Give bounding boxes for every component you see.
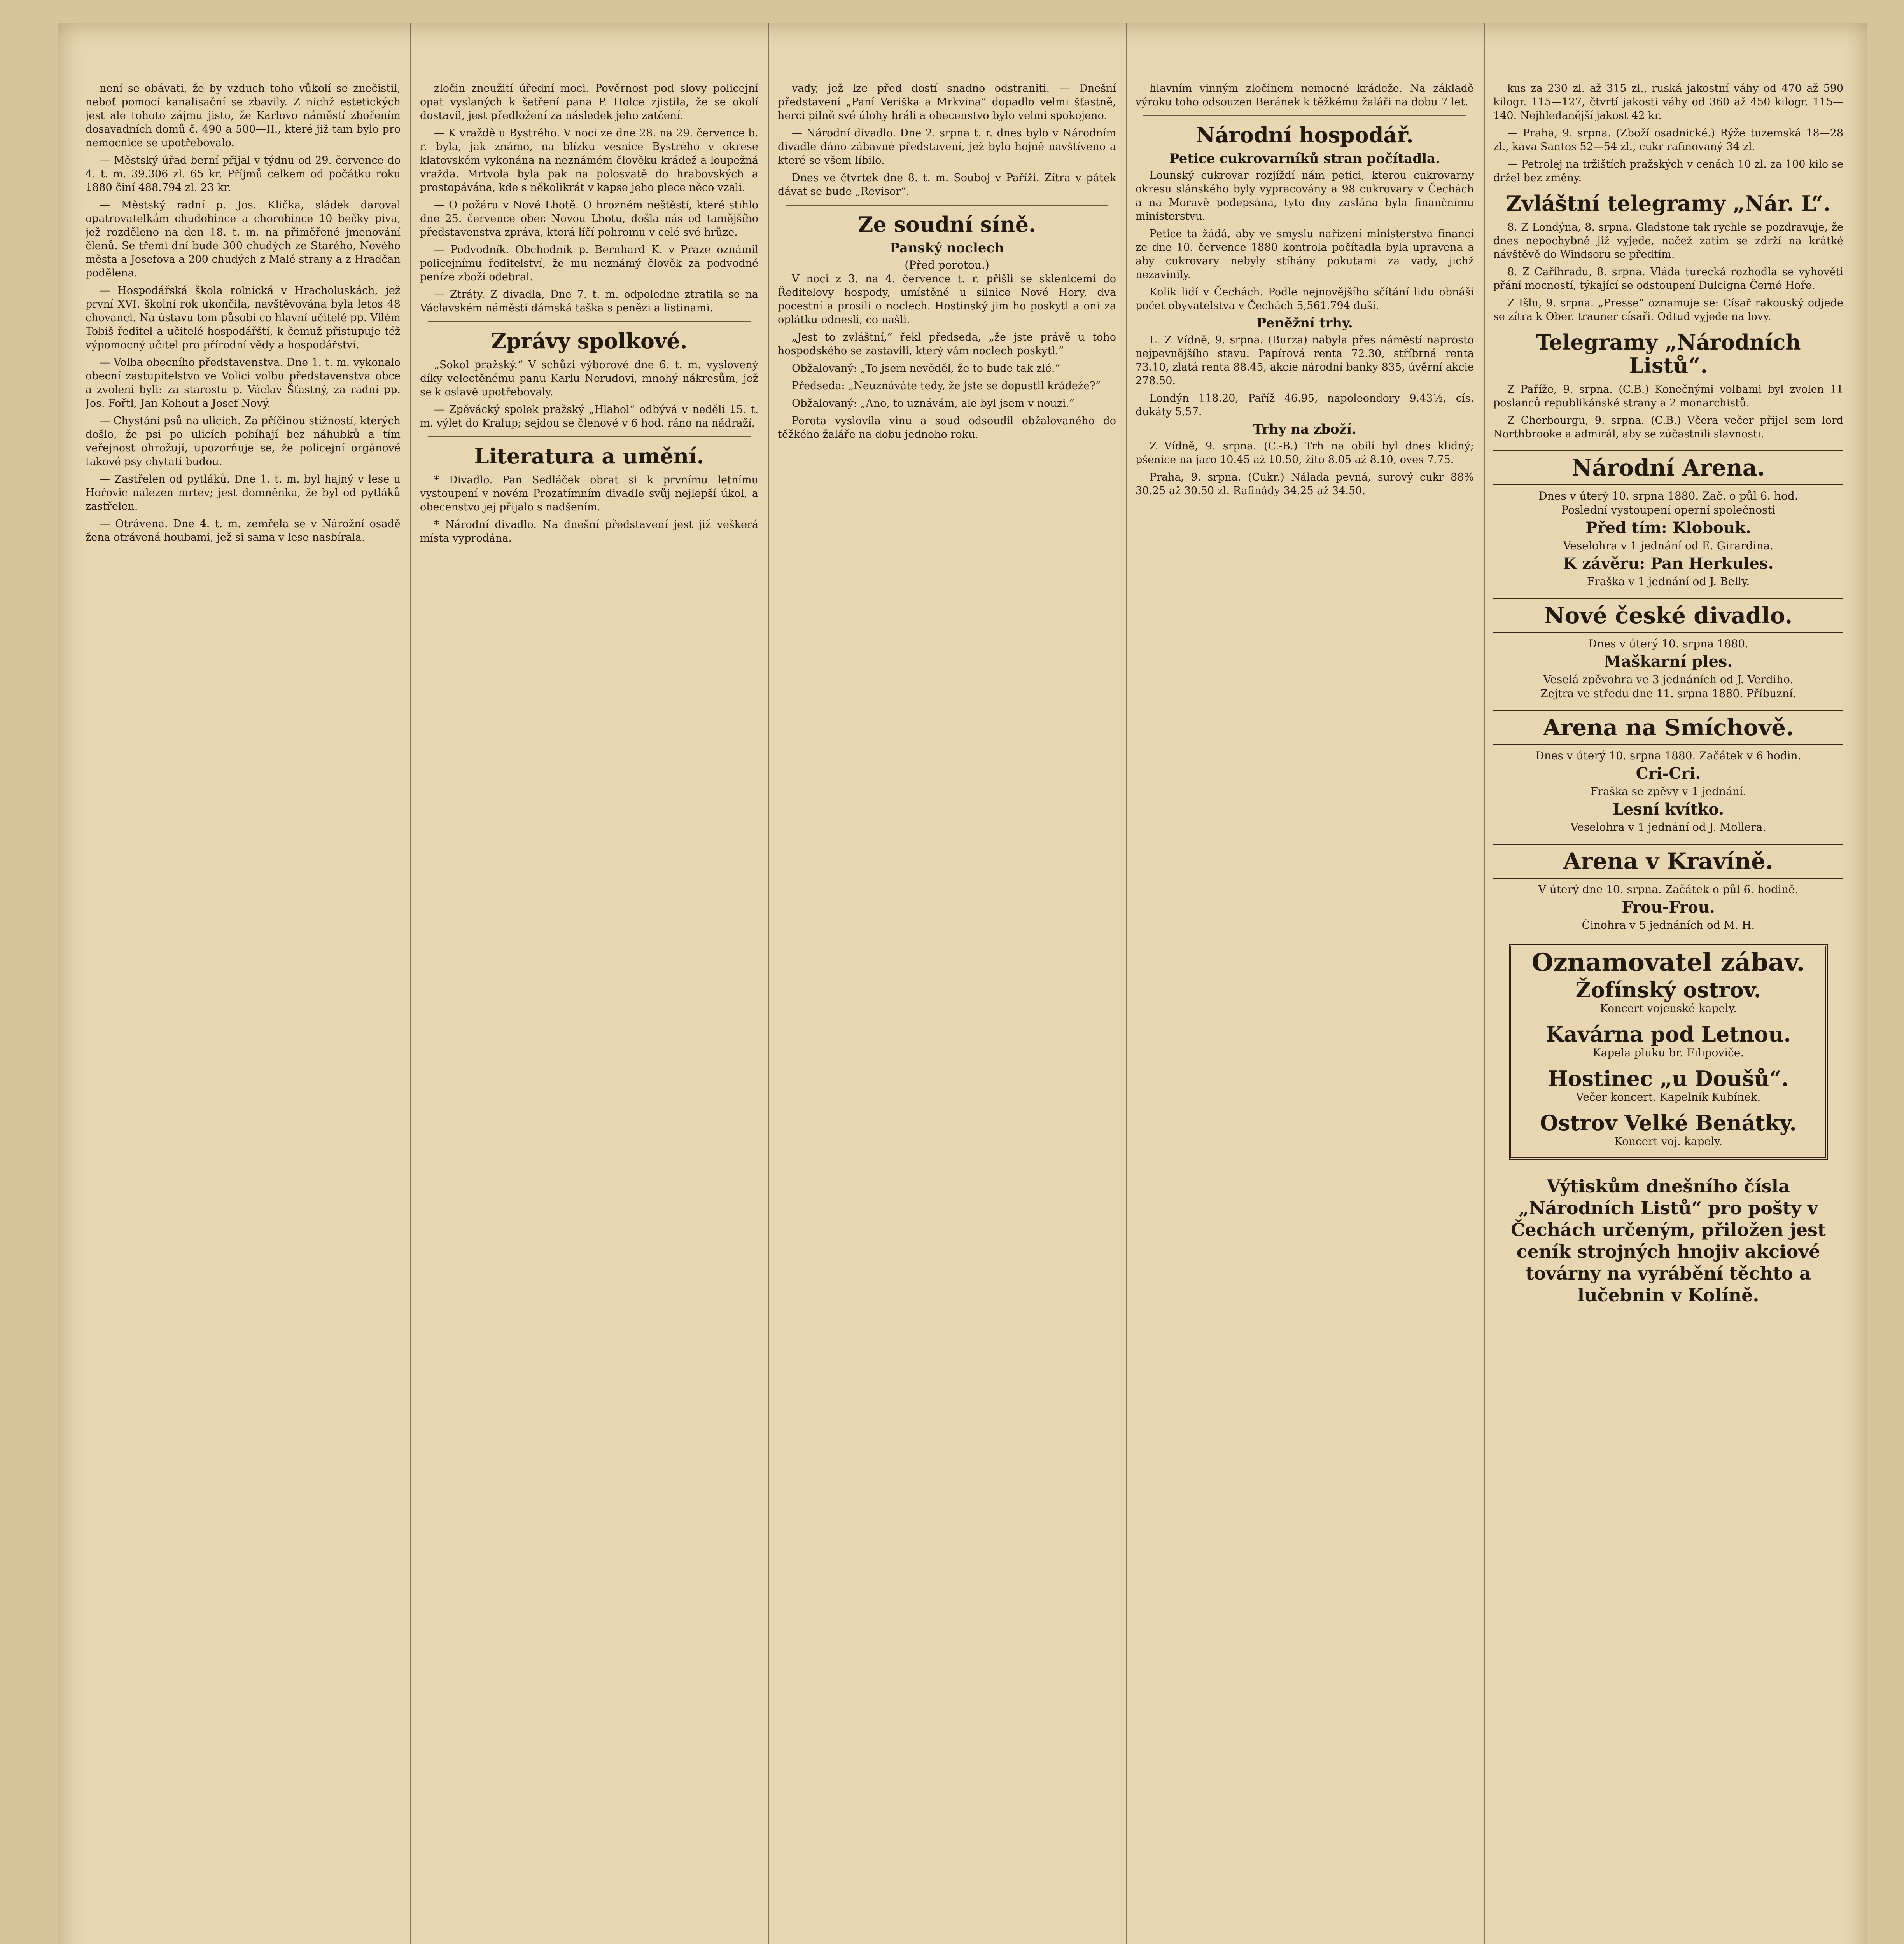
ad-box-title: Oznamovatel zábav. xyxy=(1531,948,1805,977)
article-paragraph: — Zpěvácký spolek pražský „Hlahol“ odbývá v neděli 15. t. m. výlet do Kralup; sejdou se členové v 6 hod. ráno na nádraží. xyxy=(420,404,758,429)
section-heading-trhy-na-zbozi: Trhy na zboží. xyxy=(1253,421,1356,437)
theatre-play-title: Lesní kvítko. xyxy=(1612,800,1724,818)
article-paragraph: — Petrolej na tržištích pražských v cenách 10 zl. za 100 kilo se držel bez změny. xyxy=(1493,158,1843,184)
section-divider xyxy=(786,205,1108,206)
theatre-line: Veselá zpěvohra ve 3 jednáních od J. Verdiho. xyxy=(1543,673,1794,686)
article-paragraph: Londýn 118.20, Paříž 46.95, napoleondory 9.43½, cís. dukáty 5.57. xyxy=(1136,392,1474,418)
article-paragraph: — Praha, 9. srpna. (Zboží osadnické.) Rýže tuzemská 18—28 zl., káva Santos 52—54 zl., cukr rafinovaný 34 zl. xyxy=(1493,127,1843,153)
section-divider xyxy=(1143,115,1466,116)
ad-note: Večer koncert. Kapelník Kubínek. xyxy=(1576,1091,1761,1103)
article-paragraph: Obžalovaný: „Ano, to uznávám, ale byl jsem v nouzi.“ xyxy=(792,397,1075,409)
column-divider xyxy=(768,23,769,1944)
article-paragraph: Předseda: „Neuznáváte tedy, že jste se dopustil krádeže?“ xyxy=(792,380,1101,392)
theatre-line: Zejtra ve středu dne 11. srpna 1880. Příbuzní. xyxy=(1540,687,1796,700)
theatre-play-title: Frou-Frou. xyxy=(1622,898,1715,916)
section-heading-narodni-hospodar: Národní hospodář. xyxy=(1196,122,1414,147)
article-note: (Před porotou.) xyxy=(905,259,989,271)
article-paragraph: „Sokol pražský.“ V schůzi výborové dne 6. t. m. vyslovený díky velectěnému panu Karlu Nerudovi, mnohý nákresům, jež se k oslavě upotřebovaly. xyxy=(420,359,758,398)
theatre-play-title: Cri-Cri. xyxy=(1636,764,1701,783)
section-heading-zvlastni-telegramy: Zvláštní telegramy „Nár. L“. xyxy=(1506,191,1831,216)
article-paragraph: 8. Z Londýna, 8. srpna. Gladstone tak rychle se pozdravuje, že dnes nepochybně již vyjede, načež zatím se zdrží na krátké návštěvě do Windsoru se předtím. xyxy=(1493,221,1843,260)
theatre-heading-arena-smichov: Arena na Smíchově. xyxy=(1493,710,1843,745)
theatre-line: Činohra v 5 jednáních od M. H. xyxy=(1582,919,1755,932)
article-paragraph: Praha, 9. srpna. (Cukr.) Nálada pevná, surový cukr 88% 30.25 až 30.50 zl. Rafinády 34.25 až 34.50. xyxy=(1136,471,1474,497)
ad-venue: Kavárna pod Letnou. xyxy=(1545,1022,1791,1047)
section-heading-telegramy-nl: Telegramy „Národních Listů“. xyxy=(1536,330,1801,378)
article-paragraph: Dnes ve čtvrtek dne 8. t. m. Souboj v Paříži. Zítra v pátek dávat se bude „Revisor“. xyxy=(778,172,1116,198)
article-paragraph: * Národní divadlo. Na dnešní představení jest již veškerá místa vyprodána. xyxy=(420,519,758,544)
ad-venue: Žofínský ostrov. xyxy=(1575,977,1761,1002)
article-paragraph: — Hospodářská škola rolnická v Hracholuskách, jež první XVI. školní rok ukončila, navštěvována byla letos 48 chovanci. Na ústavu tom působí co hlavní učitelé pp. Vilém Tobiš ředitel a učitelé hospodářští, k čemuž přistupuje též výpomocný učitel pro přírodní vědy a hospodářství. xyxy=(86,285,401,351)
theatre-play-title: Maškarní ples. xyxy=(1604,652,1733,671)
column-divider xyxy=(1126,23,1127,1944)
column-5 xyxy=(1493,82,1843,1944)
column-divider xyxy=(1484,23,1485,1944)
section-heading-penezni-trhy: Peněžní trhy. xyxy=(1256,315,1353,331)
theatre-line: Veselohra v 1 jednání od J. Mollera. xyxy=(1570,821,1766,834)
ad-venue: Ostrov Velké Benátky. xyxy=(1540,1110,1797,1135)
theatre-line: V úterý dne 10. srpna. Začátek o půl 6. hodině. xyxy=(1538,883,1799,896)
article-paragraph: — Otrávena. Dne 4. t. m. zemřela se v Nárožní osadě žena otrávená houbami, jež si sama v lese nasbírala. xyxy=(86,518,401,544)
article-paragraph: Z Išlu, 9. srpna. „Presse“ oznamuje se: Císař rakouský odjede se zítra k Ober. trauner císaři. Odtud vyjede na lovy. xyxy=(1493,297,1843,323)
entertainment-ad-box xyxy=(1509,944,1828,1160)
article-paragraph: — Volba obecního představenstva. Dne 1. t. m. vykonalo obecní zastupitelstvo ve Volici volbu představenstva obce a zvoleni byli: za starostu p. Václav Šťastný, za radní pp. Jos. Fořtl, Jan Kohout a Josef Nový. xyxy=(86,357,401,409)
article-paragraph: — Podvodník. Obchodník p. Bernhard K. v Praze oznámil policejnímu ředitelství, že mu neznámý člověk za podvodné peníze zboží odebral. xyxy=(420,244,758,283)
theatre-line: Dnes v úterý 10. srpna 1880. Začátek v 6 hodin. xyxy=(1535,749,1801,762)
theatre-heading-narodni-arena: Národní Arena. xyxy=(1493,450,1843,485)
article-paragraph: — Zastřelen od pytláků. Dne 1. t. m. byl hajný v lese u Hořovic nalezen mrtev; jest domněnka, že byl od pytláků zastřelen. xyxy=(86,473,401,512)
article-paragraph: není se obávati, že by vzduch toho vůkolí se znečistil, neboť pomocí kanalisační se zbavily. Z nichž estetických jest ale tohoto zájmu jisto, že Karlovo náměstí zbořením dosavadních domů č. 490 a 500—II., které již tam bylo pro nemocnice se upotřebovalo. xyxy=(86,82,401,149)
article-paragraph: Lounský cukrovar rozjíždí nám petici, kterou cukrovarny okresu slánského byly vypracovány a 98 cukrovary v Čechách a na Moravě podepsána, tyto dny zaslána byla finančnímu ministerstvu. xyxy=(1136,170,1474,222)
theatre-line: Poslední vystoupení operní společnosti xyxy=(1561,503,1776,516)
section-heading-zpravy-spolkove: Zprávy spolkové. xyxy=(491,329,688,353)
theatre-line: Fraška se zpěvy v 1 jednání. xyxy=(1590,785,1746,798)
article-paragraph: — Chystání psů na ulicích. Za příčinou stížností, kterých došlo, že psi po ulicích pobíhají bez náhubků a tím veřejnost ohrožují, upozorňuje se, že policejní orgánové takové psy chytati budou. xyxy=(86,415,401,468)
article-paragraph: — Městský radní p. Jos. Klička, sládek daroval opatrovatelkám chudobince a chorobince 10 bečky piva, jež rozděleno na den 18. t. m. na přiměřené jmenování členů. Se třemi dní bude 300 chudých ze Starého, Nového města a Josefova a 200 chudých z Malé strany a z Hradčan podělena. xyxy=(86,199,401,279)
article-paragraph: Petice ta žádá, aby ve smyslu nařízení ministerstva financí ze dne 10. července 1880 kontrola počítadla byla upravena a aby cukrovary nebyly stíhány pokutami za vady, jichž nezavinily. xyxy=(1136,228,1474,281)
article-paragraph: — O požáru v Nové Lhotě. O hrozném neštěstí, které stihlo dne 25. července obec Novou Lhotu, došla nás od tamějšího představenstva zpráva, která líčí pohromu v celé své hrůze. xyxy=(420,199,758,238)
theatre-line: Veselohra v 1 jednání od E. Girardina. xyxy=(1563,539,1774,552)
section-heading-soudni-sin: Ze soudní síně. xyxy=(858,212,1036,237)
article-paragraph: — K vraždě u Bystrého. V noci ze dne 28. na 29. července b. r. byla, jak známo, na blízku vesnice Bystrého v okrese klatovském vykonána na neznámém člověku krádež a loupežná vražda. Mrtvola byla pak na polosvatě do hrabovských a prostopávána, kde s několikrát v kapse jeho plece něco vzali. xyxy=(420,127,758,194)
ad-venue: Hostinec „u Doušů“. xyxy=(1548,1066,1789,1091)
article-paragraph: „Jest to zvláštní,“ řekl předseda, „že jste právě u toho hospodského se zastavili, který vám noclech poskytl.“ xyxy=(778,331,1116,357)
theatre-line: Fraška v 1 jednání od J. Belly. xyxy=(1587,575,1750,588)
article-paragraph: — Městský úřad berní přijal v týdnu od 29. července do 4. t. m. 39.306 zl. 65 kr. Příjmů celkem od počátku roku 1880 činí 488.794 zl. 23 kr. xyxy=(86,154,401,194)
article-paragraph: Z Vídně, 9. srpna. (C.-B.) Trh na obilí byl dnes klidný; pšenice na jaro 10.45 až 10.50, žito 8.05 až 8.10, oves 7.75. xyxy=(1136,440,1474,466)
article-paragraph: Porota vyslovila vinu a soud odsoudil obžalovaného do těžkého žaláře na dobu jednoho roku. xyxy=(778,415,1116,441)
theatre-play-title: Před tím: Klobouk. xyxy=(1586,519,1751,537)
supplement-notice: Výtiskům dnešního čísla „Národních Listů“ pro pošty v Čechách určeným, přiložen jest ceník strojných hnojiv akciové továrny na vyrábění těchto a lučebnin v Kolíně. xyxy=(1510,1176,1826,1306)
article-paragraph: V noci z 3. na 4. července t. r. přišli se sklenicemi do Ředitelovy hospody, umístěné u silnice Nové Hory, dva pocestní a prosili o noclech. Hostinský jim ho poskytl a oni za oplátku odnesli, co našli. xyxy=(778,273,1116,326)
article-paragraph: 8. Z Cařihradu, 8. srpna. Vláda turecká rozhodla se vyhověti přání mocností, týkající se odstoupení Dulcigna Černé Hoře. xyxy=(1493,266,1843,292)
article-paragraph: Kolik lidí v Čechách. Podle nejnovějšího sčítání lidu obnáší počet obyvatelstva v Čechách 5,561.794 duší. xyxy=(1136,286,1474,312)
theatre-line: Dnes v úterý 10. srpna 1880. xyxy=(1588,637,1748,650)
article-paragraph: Z Paříže, 9. srpna. (C.B.) Konečnými volbami byl zvolen 11 poslanců republikánské strany a 2 monarchistů. xyxy=(1493,383,1843,409)
theatre-heading-arena-kravin: Arena v Kravíně. xyxy=(1493,844,1843,879)
article-paragraph: * Divadlo. Pan Sedláček obrat si k prvnímu letnímu vystoupení v novém Prozatímním divadle svůj nejlepší úkol, a obecenstvo jej přijalo s nadšením. xyxy=(420,474,758,513)
theatre-heading-nove-ceske-divadlo: Nové české divadlo. xyxy=(1493,598,1843,633)
article-paragraph: zločin zneužití úřední moci. Pověrnost pod slovy policejní opat vyslaných k šetření pana P. Holce zjistila, že se okolí dostavil, jest předložení za následek jeho zatčení. xyxy=(420,82,758,122)
section-divider xyxy=(428,321,751,322)
article-paragraph: Z Cherbourgu, 9. srpna. (C.B.) Včera večer přijel sem lord Northbrooke a admirál, aby se zúčastnili slavnosti. xyxy=(1493,414,1843,440)
column-2 xyxy=(420,82,758,1944)
article-paragraph: Obžalovaný: „To jsem nevěděl, že to bude tak zlé.“ xyxy=(792,362,1060,374)
article-title: Petice cukrovarníků stran počítadla. xyxy=(1169,151,1440,166)
article-paragraph: kus za 230 zl. až 315 zl., ruská jakostní váhy od 470 až 590 kilogr. 115—127, čtvrtí jakosti váhy od 360 až 450 kilogr. 115—140. Nejhledanější jakost 42 kr. xyxy=(1493,82,1843,122)
article-paragraph: hlavním vinným zločinem nemocné krádeže. Na základě výroku toho odsouzen Beránek k těžkému žaláři na dobu 7 let. xyxy=(1136,82,1474,108)
column-4 xyxy=(1136,82,1474,1944)
article-title: Panský noclech xyxy=(890,240,1004,256)
column-3 xyxy=(778,82,1116,1944)
ad-note: Kapela pluku br. Filipoviče. xyxy=(1592,1046,1744,1059)
column-1 xyxy=(86,82,401,1944)
column-divider xyxy=(410,23,411,1944)
ad-note: Koncert vojenské kapely. xyxy=(1600,1002,1737,1015)
ad-note: Koncert voj. kapely. xyxy=(1614,1135,1723,1148)
article-paragraph: L. Z Vídně, 9. srpna. (Burza) nabyla přes náměstí naprosto nejpevnějšího stavu. Papírová renta 72.30, stříbrná renta 73.10, zlatá renta 88.45, akcie národní banky 835, úvěrní akcie 278.50. xyxy=(1136,334,1474,387)
section-heading-literatura: Literatura a umění. xyxy=(474,444,704,469)
article-paragraph: vady, jež lze před dostí snadno odstraniti. — Dnešní představení „Paní Veriška a Mrkvina“ dopadlo velmi šťastně, herci pilně své úlohy hráli a obecenstvo bylo velmi spokojeno. xyxy=(778,82,1116,122)
theatre-line: Dnes v úterý 10. srpna 1880. Zač. o půl 6. hod. xyxy=(1538,489,1798,502)
article-paragraph: — Národní divadlo. Dne 2. srpna t. r. dnes bylo v Národním divadle dáno zábavné představení, jež bylo hojně navštíveno a které se všem líbilo. xyxy=(778,127,1116,166)
article-paragraph: — Ztráty. Z divadla, Dne 7. t. m. odpoledne ztratila se na Václavském náměstí dámská taška s penězi a listinami. xyxy=(420,288,758,314)
theatre-play-title: K závěru: Pan Herkules. xyxy=(1563,554,1774,573)
newspaper-page xyxy=(58,23,1867,1944)
section-divider xyxy=(428,436,751,437)
